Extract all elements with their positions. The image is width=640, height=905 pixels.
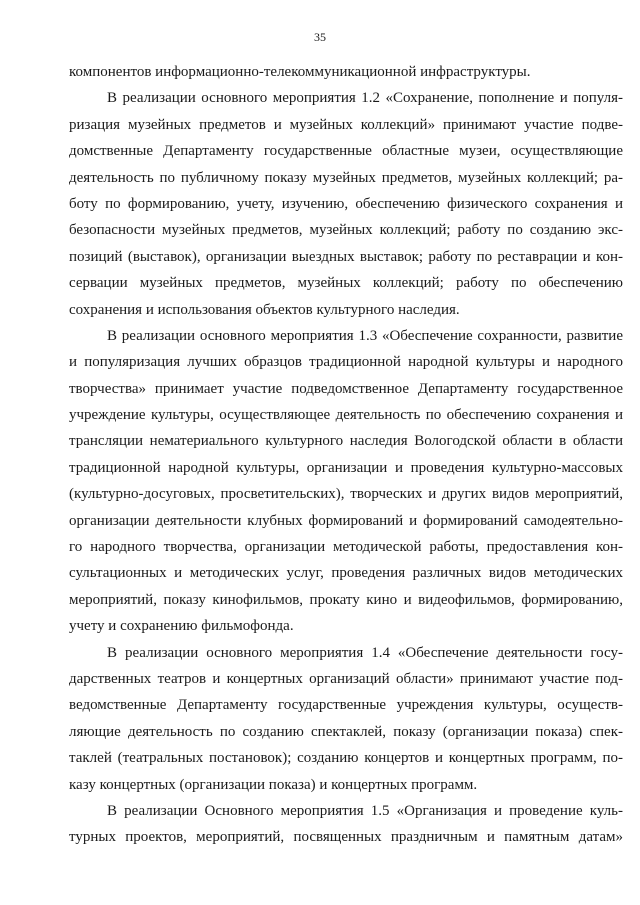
text-line: В реализации основного мероприятия 1.4 «Обеспечение деятельности госу- (107, 644, 623, 661)
text-line: ляющие деятельность по созданию спектаклей, показу (организации показа) спек- (69, 723, 623, 740)
text-line: домственные Департаменту государственные областные музеи, осуществляющие (69, 143, 623, 160)
text-line: таклей (театральных постановок); созданию концертов и концертных программ, по- (69, 750, 623, 767)
text-line: сохранения и использования объектов культурного наследия. (69, 301, 460, 318)
text-line: дарственных театров и концертных организаций области» принимают участие под- (69, 670, 623, 687)
text-line: деятельность по публичному показу музейных предметов, музейных коллекций; ра- (69, 169, 623, 186)
text-line: го народного творчества, организации методической работы, предоставления кон- (69, 539, 623, 556)
text-line: и популяризация лучших образцов традиционной народной культуры и народного (69, 354, 623, 371)
text-line: компонентов информационно-телекоммуникационной инфраструктуры. (69, 64, 531, 80)
paragraph-measure-1-2 (69, 85, 623, 323)
text-line: В реализации Основного мероприятия 1.5 «Организация и проведение куль- (107, 802, 623, 819)
text-line: безопасности музейных предметов, музейных коллекций; работу по созданию экс- (69, 222, 623, 239)
text-line: ризация музейных предметов и музейных коллекций» принимают участие подве- (69, 116, 623, 133)
page-number: 35 (314, 30, 326, 44)
text-line: В реализации основного мероприятия 1.3 «Обеспечение сохранности, развитие (107, 327, 623, 344)
text-line: трансляции нематериального культурного наследия Вологодской области в области (69, 433, 623, 450)
paragraph-measure-1-4 (69, 640, 623, 798)
document-body (69, 59, 623, 851)
text-line: боту по формированию, учету, изучению, обеспечению физического сохранения и (69, 195, 623, 212)
text-line: турных проектов, мероприятий, посвященных праздничным и памятным датам» (69, 829, 623, 846)
text-line: казу концертных (организации показа) и концертных программ. (69, 776, 478, 793)
text-line: традиционной народной культуры, организации и проведения культурно-массовых (69, 459, 623, 476)
text-line: учреждение культуры, осуществляющее деятельность по обеспечению сохранения и (69, 407, 623, 424)
paragraph-measure-1-3 (69, 323, 623, 640)
text-line: мероприятий, показу кинофильмов, прокату кино и видеофильмов, формированию, (69, 591, 623, 608)
text-line: позиций (выставок), организации выездных выставок; работу по реставрации и кон- (69, 248, 623, 265)
paragraph-continuation (69, 59, 623, 85)
text-line: сервации музейных предметов, музейных коллекций; работу по обеспечению (69, 275, 623, 292)
text-line: сультационных и методических услуг, проведения различных видов методических (69, 565, 623, 582)
paragraph-measure-1-5 (69, 798, 623, 851)
text-line: (культурно-досуговых, просветительских), творческих и других видов мероприятий, (69, 486, 623, 503)
text-line: организации деятельности клубных формирований и формирований самодеятельно- (69, 512, 623, 529)
text-line: учету и сохранению фильмофонда. (69, 618, 294, 635)
text-line: В реализации основного мероприятия 1.2 «Сохранение, пополнение и популя- (107, 90, 623, 107)
text-line: творчества» принимает участие подведомственное Департаменту государственное (69, 380, 623, 397)
text-line: ведомственные Департаменту государственные учреждения культуры, осуществ- (69, 697, 623, 714)
